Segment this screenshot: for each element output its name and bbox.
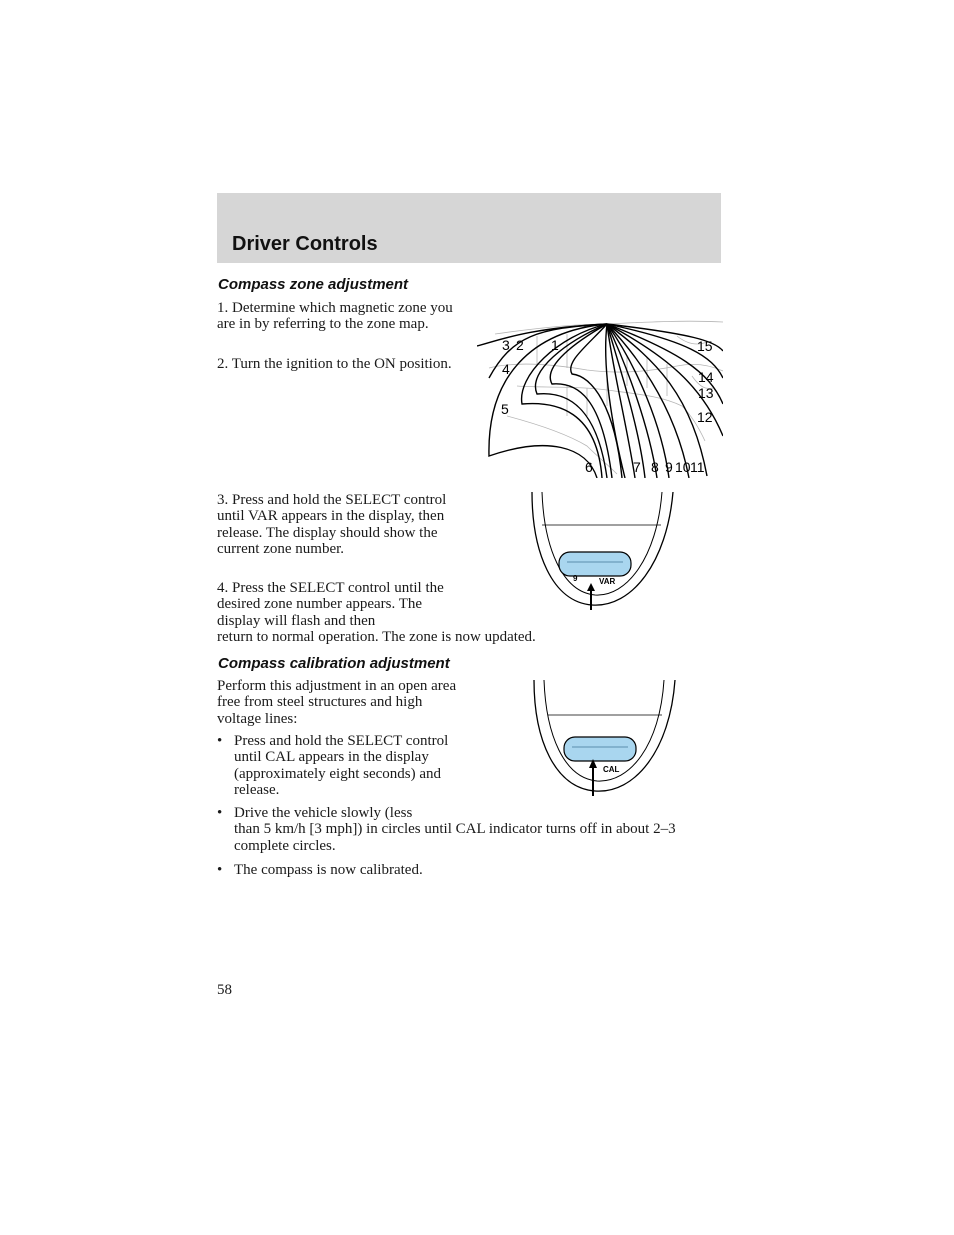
bullet-symbol: • (217, 733, 223, 749)
section-heading-zone: Compass zone adjustment (218, 276, 409, 293)
bullet-text: Press and hold the SELECT control until CAL appears in the display (approximately eight seconds) and release. (234, 733, 449, 799)
calibration-bullet-2 (217, 805, 714, 854)
zone-step-2: 2. Turn the ignition to the ON position. (217, 356, 452, 372)
zone-label-9: 9 (665, 459, 673, 475)
cal-indicator: CAL (603, 765, 620, 774)
zone-label-2: 2 (516, 337, 524, 353)
bullet-symbol: • (217, 805, 223, 821)
bullet-text: The compass is now calibrated. (234, 862, 423, 878)
bullet-text-first-line: Drive the vehicle slowly (less (234, 805, 413, 821)
var-zone-number: 9 (573, 574, 578, 583)
calibration-bullet-1 (217, 733, 462, 799)
cal-display-figure (530, 680, 680, 798)
zone-map (477, 316, 723, 478)
zone-step-3: 3. Press and hold the SELECT control until VAR appears in the display, then release. The display should show the current zone number. (217, 492, 447, 558)
var-display-figure (527, 492, 677, 612)
zone-step-4a: 4. Press the SELECT control until the desired zone number appears. The display will flash and then (217, 580, 444, 629)
zone-label-3: 3 (502, 337, 510, 353)
zone-label-11: 11 (690, 459, 705, 475)
zone-label-14: 14 (698, 369, 714, 385)
page-number: 58 (217, 982, 232, 998)
calibration-intro: Perform this adjustment in an open area free from steel structures and high voltage lines: (217, 678, 457, 727)
bullet-text-rest: than 5 km/h [3 mph]) in circles until CAL indicator turns off in about 2–3 complete circles. (234, 821, 676, 854)
calibration-bullet-3 (217, 862, 714, 878)
select-button[interactable] (559, 552, 631, 576)
zone-label-4: 4 (502, 361, 510, 377)
zone-lines (477, 324, 723, 478)
zone-map-figure (477, 316, 723, 478)
zone-label-7: 7 (633, 459, 641, 475)
zone-label-15: 15 (697, 338, 713, 354)
page-title: Driver Controls (232, 233, 378, 255)
zone-step-4b: return to normal operation. The zone is now updated. (217, 629, 536, 645)
zone-label-1: 1 (551, 337, 559, 353)
bullet-symbol: • (217, 862, 223, 878)
zone-label-8: 8 (651, 459, 659, 475)
section-heading-calibration: Compass calibration adjustment (218, 655, 450, 672)
zone-step-1: 1. Determine which magnetic zone you are in by referring to the zone map. (217, 300, 453, 333)
zone-label-5: 5 (501, 401, 509, 417)
var-indicator: VAR (599, 577, 616, 586)
zone-label-12: 12 (697, 409, 713, 425)
zone-label-6: 6 (585, 459, 593, 475)
zone-label-13: 13 (698, 385, 714, 401)
header-band (217, 193, 721, 263)
arrow-up-icon (587, 583, 595, 610)
mirror-var-display (527, 492, 677, 612)
select-button[interactable] (564, 737, 636, 761)
mirror-cal-display (530, 680, 680, 798)
zone-label-10: 10 (675, 459, 691, 475)
